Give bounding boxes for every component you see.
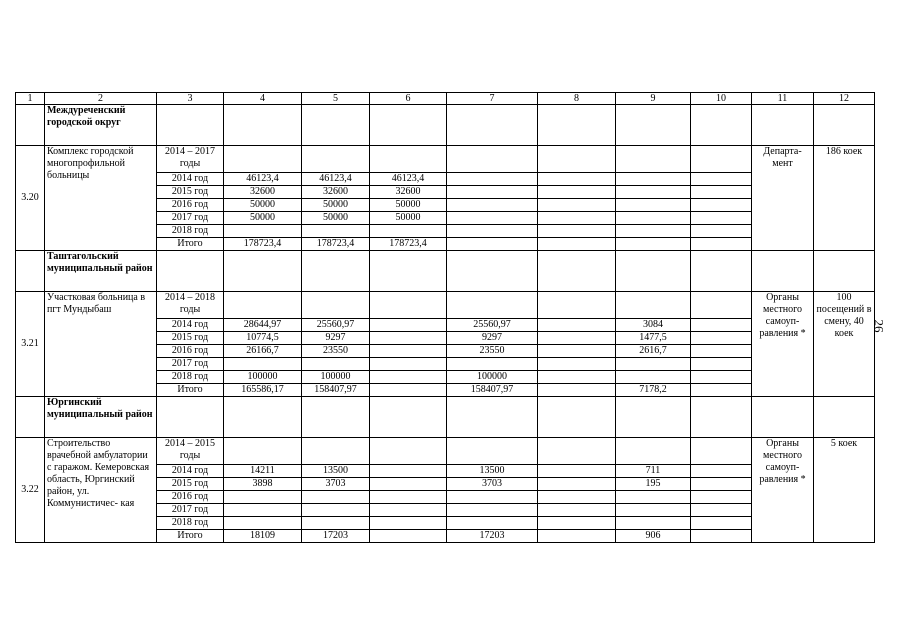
value-cell: [538, 332, 616, 345]
empty-cell: [691, 438, 752, 465]
value-cell: [370, 465, 447, 478]
total-value: 158407,97: [447, 384, 538, 397]
empty-cell: [16, 251, 45, 292]
empty-cell: [224, 438, 302, 465]
value-cell: 100000: [447, 371, 538, 384]
empty-cell: [157, 105, 224, 146]
empty-cell: [302, 292, 370, 319]
period-cell: 2014 – 2015 годы: [157, 438, 224, 465]
empty-cell: [447, 105, 538, 146]
value-cell: [370, 491, 447, 504]
value-cell: [447, 225, 538, 238]
empty-cell: [447, 251, 538, 292]
empty-cell: [814, 105, 875, 146]
empty-cell: [538, 251, 616, 292]
empty-cell: [447, 397, 538, 438]
value-cell: [370, 332, 447, 345]
column-number-cell: 3: [157, 93, 224, 105]
empty-cell: [691, 465, 752, 478]
value-cell: [224, 358, 302, 371]
value-cell: [447, 358, 538, 371]
total-value: [538, 384, 616, 397]
value-cell: [447, 173, 538, 186]
year-cell: 2017 год: [157, 358, 224, 371]
empty-cell: [616, 105, 691, 146]
empty-cell: [370, 292, 447, 319]
total-value: 158407,97: [302, 384, 370, 397]
section-title: Таштагольский муниципальный район: [45, 251, 157, 292]
section-title: Междуреченский городской округ: [45, 105, 157, 146]
value-cell: 32600: [224, 186, 302, 199]
empty-cell: [302, 146, 370, 173]
empty-cell: [224, 251, 302, 292]
value-cell: [447, 517, 538, 530]
empty-cell: [538, 105, 616, 146]
empty-cell: [691, 173, 752, 186]
executor-cell: Органы местного самоуп- равления *: [752, 292, 814, 397]
column-number-cell: 12: [814, 93, 875, 105]
value-cell: 50000: [370, 199, 447, 212]
value-cell: 25560,97: [302, 319, 370, 332]
year-cell: 2015 год: [157, 186, 224, 199]
executor-cell: Органы местного самоуп- равления *: [752, 438, 814, 543]
empty-cell: [224, 146, 302, 173]
value-cell: [538, 371, 616, 384]
empty-cell: [447, 438, 538, 465]
value-cell: 23550: [447, 345, 538, 358]
empty-cell: [538, 292, 616, 319]
value-cell: [538, 491, 616, 504]
value-cell: [538, 358, 616, 371]
value-cell: [447, 491, 538, 504]
empty-cell: [302, 397, 370, 438]
value-cell: 50000: [302, 212, 370, 225]
column-number-cell: 1: [16, 93, 45, 105]
value-cell: 28644,97: [224, 319, 302, 332]
year-cell: 2016 год: [157, 491, 224, 504]
period-cell: 2014 – 2018 годы: [157, 292, 224, 319]
empty-cell: [691, 319, 752, 332]
empty-cell: [752, 105, 814, 146]
empty-cell: [616, 292, 691, 319]
object-row: [16, 146, 875, 173]
value-cell: [447, 504, 538, 517]
column-number-cell: 6: [370, 93, 447, 105]
value-cell: [538, 212, 616, 225]
value-cell: [370, 371, 447, 384]
empty-cell: [370, 105, 447, 146]
empty-cell: [538, 438, 616, 465]
value-cell: [370, 504, 447, 517]
empty-cell: [157, 397, 224, 438]
empty-cell: [691, 146, 752, 173]
column-number-cell: 8: [538, 93, 616, 105]
object-name: Строительство врачебной амбулатории с гаражом. Кемеровская область, Юргинский район, ул. Коммунистичес- кая: [45, 438, 157, 543]
value-cell: [302, 358, 370, 371]
value-cell: 9297: [447, 332, 538, 345]
value-cell: 14211: [224, 465, 302, 478]
empty-cell: [370, 438, 447, 465]
empty-cell: [691, 397, 752, 438]
total-value: [447, 238, 538, 251]
empty-cell: [538, 146, 616, 173]
column-number-row: [16, 93, 875, 105]
total-value: 906: [616, 530, 691, 543]
value-cell: 50000: [224, 212, 302, 225]
value-cell: 2616,7: [616, 345, 691, 358]
year-cell: 2017 год: [157, 504, 224, 517]
empty-cell: [691, 332, 752, 345]
value-cell: [616, 504, 691, 517]
value-cell: [538, 345, 616, 358]
empty-cell: [224, 397, 302, 438]
object-row: [16, 292, 875, 319]
value-cell: [224, 491, 302, 504]
empty-cell: [814, 397, 875, 438]
year-cell: 2016 год: [157, 345, 224, 358]
column-number-cell: 11: [752, 93, 814, 105]
column-number-cell: 5: [302, 93, 370, 105]
row-number: 3.20: [16, 146, 45, 251]
value-cell: 50000: [370, 212, 447, 225]
year-cell: 2015 год: [157, 478, 224, 491]
value-cell: 1477,5: [616, 332, 691, 345]
empty-cell: [691, 371, 752, 384]
value-cell: 46123,4: [370, 173, 447, 186]
empty-cell: [616, 397, 691, 438]
row-number: 3.22: [16, 438, 45, 543]
empty-cell: [691, 517, 752, 530]
total-value: [538, 238, 616, 251]
section-title: Юргинский муниципальный район: [45, 397, 157, 438]
capacity-cell: 5 коек: [814, 438, 875, 543]
empty-cell: [16, 105, 45, 146]
column-number-cell: 10: [691, 93, 752, 105]
empty-cell: [370, 251, 447, 292]
value-cell: [616, 371, 691, 384]
total-value: 7178,2: [616, 384, 691, 397]
capacity-cell: 100 посещений в смену, 40 коек: [814, 292, 875, 397]
value-cell: 50000: [224, 199, 302, 212]
empty-cell: [691, 292, 752, 319]
value-cell: [616, 225, 691, 238]
total-value: [370, 384, 447, 397]
value-cell: [616, 517, 691, 530]
value-cell: 50000: [302, 199, 370, 212]
empty-cell: [691, 105, 752, 146]
empty-cell: [224, 292, 302, 319]
column-number-cell: 2: [45, 93, 157, 105]
total-value: [370, 530, 447, 543]
year-cell: 2014 год: [157, 173, 224, 186]
column-number-cell: 7: [447, 93, 538, 105]
year-cell: 2016 год: [157, 199, 224, 212]
value-cell: [302, 517, 370, 530]
value-cell: 100000: [302, 371, 370, 384]
year-cell: 2018 год: [157, 371, 224, 384]
total-value: 178723,4: [370, 238, 447, 251]
table-body: [16, 93, 875, 543]
value-cell: [370, 225, 447, 238]
section-row: [16, 105, 875, 146]
value-cell: 10774,5: [224, 332, 302, 345]
value-cell: 32600: [302, 186, 370, 199]
value-cell: [538, 199, 616, 212]
value-cell: 46123,4: [302, 173, 370, 186]
value-cell: 13500: [302, 465, 370, 478]
year-cell: 2014 год: [157, 465, 224, 478]
column-number-cell: 4: [224, 93, 302, 105]
object-name: Участковая больница в пгт Мундыбаш: [45, 292, 157, 397]
value-cell: [616, 199, 691, 212]
investment-table: [15, 92, 875, 543]
value-cell: 25560,97: [447, 319, 538, 332]
empty-cell: [691, 478, 752, 491]
empty-cell: [691, 358, 752, 371]
executor-cell: Департа- мент: [752, 146, 814, 251]
empty-cell: [302, 105, 370, 146]
empty-cell: [16, 397, 45, 438]
value-cell: [538, 173, 616, 186]
value-cell: [538, 517, 616, 530]
column-number-cell: 9: [616, 93, 691, 105]
empty-cell: [691, 186, 752, 199]
year-cell: 2017 год: [157, 212, 224, 225]
empty-cell: [691, 251, 752, 292]
value-cell: [370, 345, 447, 358]
year-cell: 2015 год: [157, 332, 224, 345]
object-row: [16, 438, 875, 465]
value-cell: 711: [616, 465, 691, 478]
value-cell: [370, 478, 447, 491]
value-cell: [224, 504, 302, 517]
value-cell: 46123,4: [224, 173, 302, 186]
capacity-cell: 186 коек: [814, 146, 875, 251]
year-cell: 2018 год: [157, 517, 224, 530]
value-cell: 100000: [224, 371, 302, 384]
empty-cell: [691, 384, 752, 397]
empty-cell: [691, 530, 752, 543]
value-cell: 32600: [370, 186, 447, 199]
total-label: Итого: [157, 238, 224, 251]
value-cell: [538, 504, 616, 517]
empty-cell: [691, 212, 752, 225]
empty-cell: [302, 438, 370, 465]
empty-cell: [691, 238, 752, 251]
value-cell: 3084: [616, 319, 691, 332]
value-cell: [616, 212, 691, 225]
total-value: [616, 238, 691, 251]
value-cell: [538, 465, 616, 478]
empty-cell: [370, 146, 447, 173]
value-cell: [538, 186, 616, 199]
value-cell: [447, 212, 538, 225]
page-number: 26: [871, 319, 887, 333]
value-cell: [370, 517, 447, 530]
value-cell: [302, 491, 370, 504]
value-cell: [224, 225, 302, 238]
empty-cell: [302, 251, 370, 292]
value-cell: 3703: [447, 478, 538, 491]
value-cell: 9297: [302, 332, 370, 345]
row-number: 3.21: [16, 292, 45, 397]
total-value: 17203: [447, 530, 538, 543]
period-cell: 2014 – 2017 годы: [157, 146, 224, 173]
value-cell: [616, 491, 691, 504]
empty-cell: [691, 504, 752, 517]
year-cell: 2018 год: [157, 225, 224, 238]
empty-cell: [616, 438, 691, 465]
value-cell: [616, 358, 691, 371]
total-label: Итого: [157, 530, 224, 543]
total-value: 18109: [224, 530, 302, 543]
empty-cell: [538, 397, 616, 438]
value-cell: [370, 319, 447, 332]
value-cell: [302, 504, 370, 517]
empty-cell: [447, 146, 538, 173]
empty-cell: [157, 251, 224, 292]
total-label: Итого: [157, 384, 224, 397]
empty-cell: [691, 345, 752, 358]
empty-cell: [616, 146, 691, 173]
empty-cell: [752, 251, 814, 292]
value-cell: 195: [616, 478, 691, 491]
value-cell: [447, 186, 538, 199]
total-value: 165586,17: [224, 384, 302, 397]
total-value: 178723,4: [224, 238, 302, 251]
total-value: 17203: [302, 530, 370, 543]
section-row: [16, 251, 875, 292]
empty-cell: [224, 105, 302, 146]
value-cell: 3898: [224, 478, 302, 491]
object-name: Комплекс городской многопрофильной больницы: [45, 146, 157, 251]
value-cell: 13500: [447, 465, 538, 478]
empty-cell: [691, 491, 752, 504]
value-cell: [447, 199, 538, 212]
total-value: [538, 530, 616, 543]
value-cell: 3703: [302, 478, 370, 491]
empty-cell: [691, 225, 752, 238]
value-cell: [616, 173, 691, 186]
value-cell: [370, 358, 447, 371]
empty-cell: [691, 199, 752, 212]
section-row: [16, 397, 875, 438]
value-cell: [538, 478, 616, 491]
empty-cell: [752, 397, 814, 438]
year-cell: 2014 год: [157, 319, 224, 332]
value-cell: [302, 225, 370, 238]
empty-cell: [616, 251, 691, 292]
value-cell: [224, 517, 302, 530]
value-cell: [538, 225, 616, 238]
value-cell: [538, 319, 616, 332]
empty-cell: [814, 251, 875, 292]
value-cell: 23550: [302, 345, 370, 358]
total-value: 178723,4: [302, 238, 370, 251]
empty-cell: [370, 397, 447, 438]
value-cell: 26166,7: [224, 345, 302, 358]
value-cell: [616, 186, 691, 199]
empty-cell: [447, 292, 538, 319]
